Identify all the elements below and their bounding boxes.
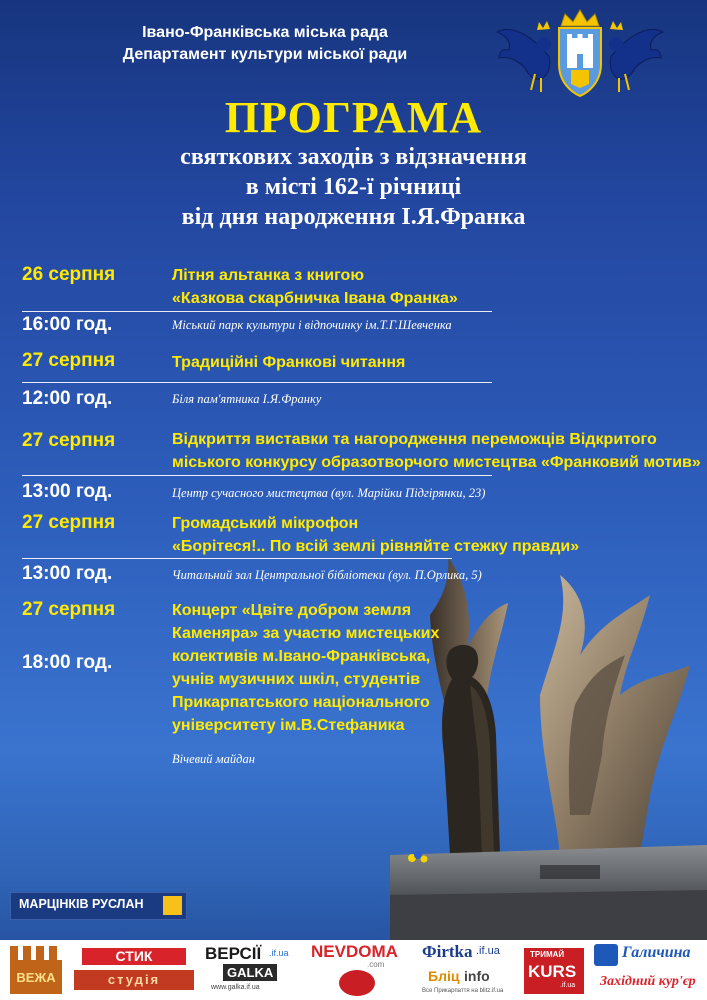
- logo-galka-text: GALKA: [223, 964, 277, 981]
- logo-nevdoma-com: .com: [367, 960, 385, 969]
- event-title-4: [172, 512, 579, 558]
- event-place-3: Центр сучасного мистецтва (вул. Марійки Підгірянки, 23): [172, 486, 486, 500]
- logo-halychyna-text: Галичина: [622, 944, 691, 961]
- event-3-line-1: Відкриття виставки та нагородження переможців Відкритого: [172, 431, 657, 448]
- author-name: МАРЦІНКІВ РУСЛАН: [19, 897, 144, 911]
- logo-studia-text: студія: [74, 970, 194, 990]
- logo-blitz-info: info: [464, 968, 490, 984]
- event-date-3: 27 серпня: [22, 430, 116, 451]
- event-5-line-6: університету ім.В.Стефаника: [172, 717, 405, 734]
- event-time-3: 13:00 год.: [22, 481, 113, 502]
- event-1-line-2: «Казкова скарбничка Івана Франка»: [172, 290, 458, 307]
- logo-blitz-text: Бліц: [428, 968, 460, 984]
- logo-firtka-text: Фirtka: [422, 942, 473, 961]
- logo-styk[interactable]: [74, 948, 194, 994]
- event-time-4: 13:00 год.: [22, 563, 113, 584]
- organizer: [60, 22, 470, 66]
- event-4-line-1: Громадський мікрофон: [172, 515, 359, 532]
- logo-versii-text: ВЕРСІЇ: [205, 944, 262, 963]
- tower-battlement-icon: [10, 946, 62, 960]
- author-box: [10, 892, 187, 920]
- divider: [22, 382, 492, 383]
- logo-kurs-domain: .if.ua: [560, 982, 576, 989]
- logo-kurs[interactable]: [524, 948, 584, 994]
- coat-of-arms-icon: [495, 8, 665, 98]
- logo-styk-text: СТИК: [82, 948, 186, 965]
- logo-galka-site: www.galka.if.ua: [211, 984, 260, 991]
- event-4-line-2: «Борітеся!.. По всій землі рівняйте стежку правди»: [172, 538, 580, 555]
- org-line-1: Івано-Франківська міська рада: [142, 24, 388, 41]
- event-time-1: 16:00 год.: [22, 314, 113, 335]
- logo-zakhidnyi-text: Західний кур'єр: [600, 974, 696, 989]
- event-place-1: Міський парк культури і відпочинку ім.Т.Г.Шевченка: [172, 318, 452, 332]
- event-5-line-5: Прикарпатського національного: [172, 694, 430, 711]
- event-title-3: [172, 428, 701, 474]
- event-place-5: Вічевий майдан: [172, 752, 255, 766]
- logo-firtka-domain: .if.ua: [476, 945, 500, 957]
- logo-trymai-text: ТРИМАЙ: [530, 950, 565, 959]
- divider: [22, 558, 452, 559]
- event-title-5: [172, 599, 439, 737]
- event-5-line-3: колективів м.Івано-Франківська,: [172, 648, 431, 665]
- logo-halychyna-kurier[interactable]: [594, 942, 702, 998]
- event-place-2: Біля пам'ятника І.Я.Франку: [172, 392, 322, 406]
- event-time-5: 18:00 год.: [22, 652, 113, 673]
- page-title: ПРОГРАМА: [224, 93, 483, 142]
- event-date-4: 27 серпня: [22, 512, 116, 533]
- logo-vezha[interactable]: [10, 946, 62, 994]
- halychyna-emblem-icon: [594, 944, 618, 966]
- logo-blitz-caption: Все Прикарпаття на blitz.if.ua: [422, 988, 504, 994]
- divider: [22, 475, 492, 476]
- subtitle-line-1: святкових заходів з відзначення: [180, 144, 527, 170]
- event-5-line-2: Каменяра» за участю мистецьких: [172, 625, 440, 642]
- event-1-line-1: Літня альтанка з книгою: [172, 267, 364, 284]
- logo-nevdoma[interactable]: [309, 942, 409, 998]
- event-3-line-2: міського конкурсу образотворчого мистецтва «Франковий мотив»: [172, 454, 701, 471]
- event-date-2: 27 серпня: [22, 350, 116, 371]
- logo-versii-galka[interactable]: [203, 944, 299, 996]
- event-title-1: [172, 264, 458, 310]
- logo-nevdoma-text: NEVDOMA: [311, 942, 398, 961]
- event-title-2: [172, 351, 405, 374]
- event-date-1: 26 серпня: [22, 264, 116, 285]
- nevdoma-emblem-icon: [339, 970, 375, 996]
- subtitle-line-2: в місті 162-ї річниці: [245, 174, 462, 200]
- event-2-line-1: Традиційні Франкові читання: [172, 354, 406, 371]
- subtitle-line-3: від дня народження І.Я.Франка: [181, 204, 526, 230]
- subtitle: [80, 142, 627, 232]
- org-line-2: Департамент культури міської ради: [122, 46, 408, 63]
- author-square: [163, 896, 182, 915]
- divider: [22, 311, 492, 312]
- logo-vezha-text: ВЕЖА: [16, 970, 56, 985]
- event-5-line-4: учнів музичних шкіл, студентів: [172, 671, 421, 688]
- logo-kurs-text: KURS: [528, 962, 577, 981]
- event-date-5: 27 серпня: [22, 599, 116, 620]
- logo-firtka-blitz[interactable]: [420, 942, 525, 998]
- logo-versii-domain: .if.ua: [269, 948, 289, 958]
- sponsors-strip: [0, 940, 707, 1000]
- event-place-4: Читальний зал Центральної бібліотеки (вул. П.Орлика, 5): [172, 568, 482, 582]
- event-time-2: 12:00 год.: [22, 388, 113, 409]
- event-5-line-1: Концерт «Цвіте добром земля: [172, 602, 412, 619]
